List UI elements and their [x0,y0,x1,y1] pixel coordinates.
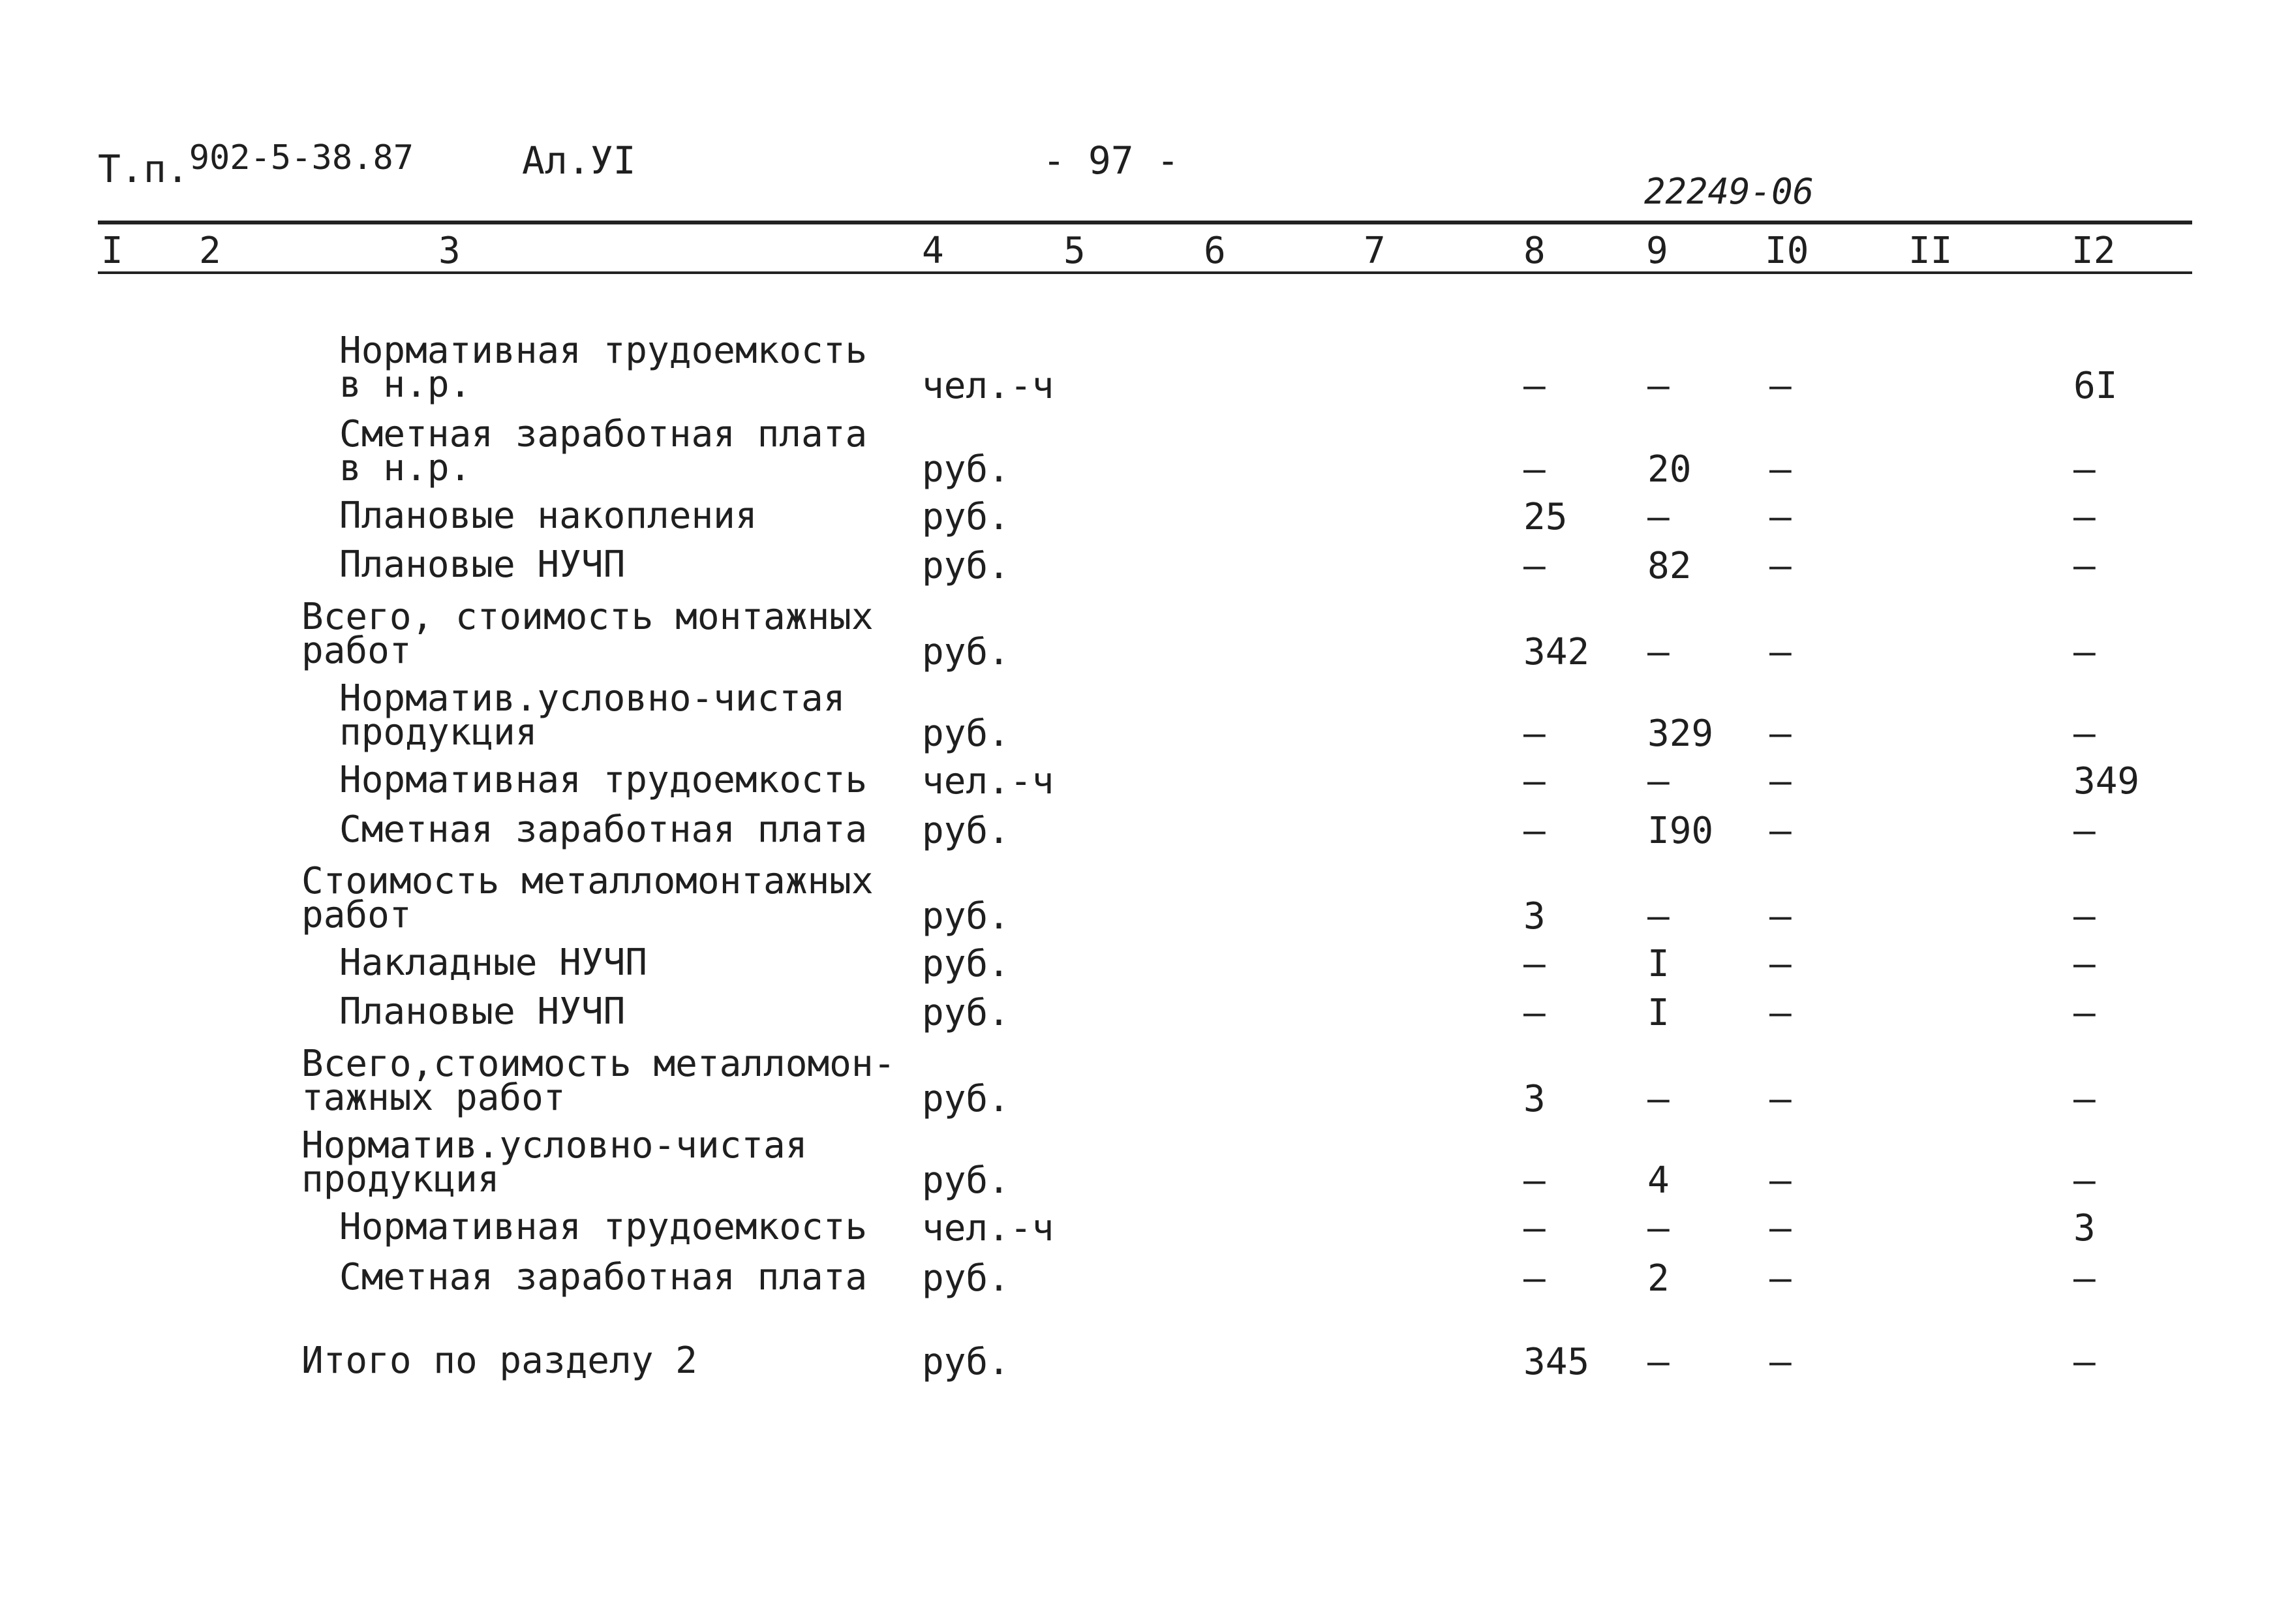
row-description-line: продукция [339,711,538,754]
col12-cell: – [2073,895,2096,938]
column-number: 9 [1646,230,1668,272]
col8-cell: – [1523,448,1546,491]
col9-cell: – [1647,1078,1670,1120]
row-description [301,1340,697,1382]
col9-cell: I90 [1647,810,1714,852]
row-description [339,413,868,489]
col12-cell: – [2073,1159,2096,1202]
col8-cell: 25 [1523,496,1568,538]
row-description-line: Сметная заработная плата [339,808,868,851]
col8-cell: 3 [1523,895,1546,938]
col10-cell: – [1769,545,1792,587]
column-number: 3 [438,230,461,272]
top-rule [98,221,2192,224]
col12-cell: – [2073,712,2096,755]
col10-cell: – [1769,895,1792,938]
col8-cell: – [1523,545,1546,587]
row-description-line: Сметная заработная плата [339,413,868,455]
col8-cell: – [1523,1159,1546,1202]
row-description [339,759,868,801]
col10-cell: – [1769,1341,1792,1383]
row-description [339,1206,868,1248]
row-description-line: Норматив.условно-чистая [301,1124,808,1167]
col9-cell: I [1647,992,1670,1034]
row-description-line: Плановые НУЧП [339,544,626,586]
column-header-rule [98,271,2192,274]
row-description [339,1256,868,1298]
column-number: 2 [199,230,221,272]
row-description [301,1043,896,1119]
col12-cell: – [2073,810,2096,852]
col8-cell: – [1523,943,1546,985]
column-number: 4 [922,230,944,272]
col9-cell: 20 [1647,448,1692,491]
unit-cell: руб. [922,631,1010,673]
unit-cell: чел.-ч [922,1207,1054,1249]
col10-cell: – [1769,631,1792,673]
column-number: I [101,230,123,272]
row-description [339,495,757,537]
col10-cell: – [1769,365,1792,407]
col9-cell: – [1647,496,1670,538]
col9-cell: 329 [1647,712,1714,755]
col8-cell: – [1523,810,1546,852]
row-description-line: Всего,стоимость металломон- [301,1043,896,1085]
unit-cell: руб. [922,545,1010,587]
col12-cell: – [2073,631,2096,673]
column-number: I2 [2071,230,2116,272]
col10-cell: – [1769,810,1792,852]
row-description-line: продукция [301,1158,500,1201]
unit-cell: чел.-ч [922,760,1054,803]
col8-cell: – [1523,992,1546,1034]
col12-cell: – [2073,943,2096,985]
row-description-line: тажных работ [301,1077,566,1119]
col12-cell: 6I [2073,365,2118,407]
col12-cell: – [2073,545,2096,587]
doc-number: 902-5-38.87 [189,138,414,177]
archive-code: 22249-06 [1644,171,1814,212]
col12-cell: – [2073,496,2096,538]
col9-cell: – [1647,895,1670,938]
col10-cell: – [1769,1078,1792,1120]
col10-cell: – [1769,1257,1792,1300]
unit-cell: руб. [922,712,1010,755]
unit-cell: руб. [922,943,1010,985]
unit-cell: руб. [922,1257,1010,1300]
row-description-line: в н.р. [339,447,472,489]
col9-cell: 82 [1647,545,1692,587]
album-label: Ал.УI [522,138,636,183]
unit-cell: руб. [922,992,1010,1034]
unit-cell: руб. [922,1078,1010,1120]
row-description-line: работ [301,894,412,936]
col8-cell: – [1523,1257,1546,1300]
row-description [339,942,648,984]
row-description-line: работ [301,630,412,672]
col8-cell: – [1523,1207,1546,1249]
col8-cell: – [1523,760,1546,803]
col8-cell: 345 [1523,1341,1590,1383]
row-description [339,990,626,1033]
row-description [301,1124,808,1201]
row-description-line: Накладные НУЧП [339,942,648,984]
col9-cell: – [1647,760,1670,803]
col9-cell: – [1647,365,1670,407]
row-description-line: Плановые НУЧП [339,990,626,1033]
column-number: 5 [1063,230,1086,272]
col10-cell: – [1769,496,1792,538]
col12-cell: – [2073,992,2096,1034]
document-designation [98,138,414,191]
row-description [339,808,868,851]
row-description-line: Плановые накопления [339,495,757,537]
row-description [339,544,626,586]
row-description [301,596,874,672]
col8-cell: – [1523,365,1546,407]
unit-cell: руб. [922,810,1010,852]
col9-cell: 2 [1647,1257,1670,1300]
row-description [301,860,874,936]
row-description-line: Нормативная трудоемкость [339,329,868,372]
col8-cell: 3 [1523,1078,1546,1120]
unit-cell: чел.-ч [922,365,1054,407]
column-number: 7 [1364,230,1386,272]
col12-cell: 349 [2073,760,2140,803]
col12-cell: – [2073,1257,2096,1300]
col12-cell: – [2073,1078,2096,1120]
col10-cell: – [1769,760,1792,803]
col9-cell: 4 [1647,1159,1670,1202]
page-number: - 97 - [1043,138,1180,183]
col10-cell: – [1769,712,1792,755]
column-number: 8 [1523,230,1546,272]
col12-cell: – [2073,1341,2096,1383]
col10-cell: – [1769,943,1792,985]
column-number: 6 [1204,230,1226,272]
col8-cell: 342 [1523,631,1590,673]
row-description-line: Стоимость металломонтажных [301,860,874,902]
unit-cell: руб. [922,895,1010,938]
col9-cell: – [1647,631,1670,673]
unit-cell: руб. [922,1159,1010,1202]
col9-cell: – [1647,1207,1670,1249]
col9-cell: I [1647,943,1670,985]
column-number: II [1908,230,1953,272]
row-description [339,329,868,406]
doc-prefix: Т.п. [98,147,189,191]
col10-cell: – [1769,1159,1792,1202]
row-description-line: Нормативная трудоемкость [339,1206,868,1248]
column-number: I0 [1765,230,1809,272]
col10-cell: – [1769,1207,1792,1249]
col10-cell: – [1769,992,1792,1034]
row-description-line: Сметная заработная плата [339,1256,868,1298]
col10-cell: – [1769,448,1792,491]
col9-cell: – [1647,1341,1670,1383]
row-description-line: Нормативная трудоемкость [339,759,868,801]
unit-cell: руб. [922,448,1010,491]
unit-cell: руб. [922,1341,1010,1383]
row-description-line: Всего, стоимость монтажных [301,596,874,638]
row-description-line: Норматив.условно-чистая [339,677,846,720]
row-description-line: Итого по разделу 2 [301,1340,697,1382]
unit-cell: руб. [922,496,1010,538]
col12-cell: – [2073,448,2096,491]
row-description [339,677,846,754]
col12-cell: 3 [2073,1207,2096,1249]
col8-cell: – [1523,712,1546,755]
row-description-line: в н.р. [339,363,472,406]
